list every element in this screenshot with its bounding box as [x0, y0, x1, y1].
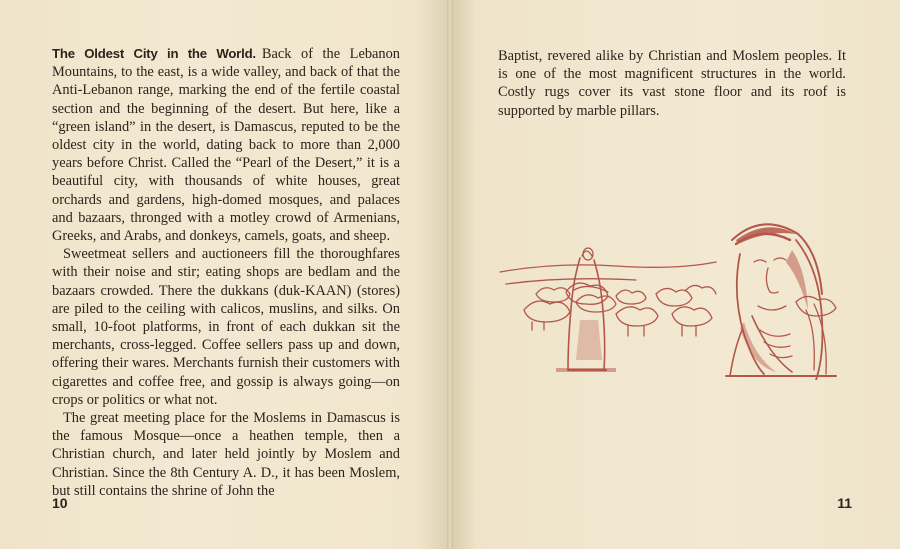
left-page-text	[52, 45, 400, 500]
shepherd-illustration	[496, 210, 852, 380]
right-paragraph: Baptist, revered alike by Christian and Moslem peoples. It is one of the most magnificent structures in the world. Costly rugs cover its vast stone floor and its roof is supported by marble pillars.	[498, 48, 846, 119]
illustration-fills	[556, 227, 808, 372]
book-gutter	[447, 0, 453, 549]
paragraph-1	[52, 45, 400, 245]
page-number-left: 10	[52, 495, 68, 511]
paragraph-2: Sweetmeat sellers and auctioneers fill the thoroughfares with their noise and stir; eating shops are bedlam and the bazaars crowded. There the dukkans (duk-KAAN) (stores) are piled to the ceiling with calicos, muslins, and silks. On small, 10-foot platforms, in front of each dukkan sit the merchants, cross-legged. Coffee sellers pass up and down, offering their wares. Merchants furnish their customers with cigarettes and coffee free, and gossip is always going—on crops or politics or what not.	[52, 246, 400, 408]
paragraph-1-body: Back of the Lebanon Mountains, to the east, is a wide valley, and back of that the Anti-Lebanon range, marking the end of the fertile coastal section and the beginning of the desert. But here, like a “green island” in the desert, is Damascus, reputed to be the oldest city in the world, dating back to more than 2,000 years before Christ. Called the “Pearl of the Desert,” it is a beautiful city, with thousands of white houses, great orchards and gardens, high-domed mosques, and palaces and bazaars, thronged with a motley crowd of Armenians, Greeks, and Arabs, and donkeys, camels, goats, and sheep.	[52, 46, 401, 245]
illustration-strokes	[500, 224, 836, 380]
right-page-text	[498, 47, 846, 120]
page-number-right: 11	[837, 495, 852, 511]
section-heading: The Oldest City in the World.	[52, 46, 256, 61]
paragraph-3: The great meeting place for the Moslems in Damascus is the famous Mosque—once a heathen temple, then a Christian church, and later held jointly by Moslem and Christian. Since the 8th Century A. D., it has been Moslem, but still contains the shrine of John the	[52, 410, 400, 499]
